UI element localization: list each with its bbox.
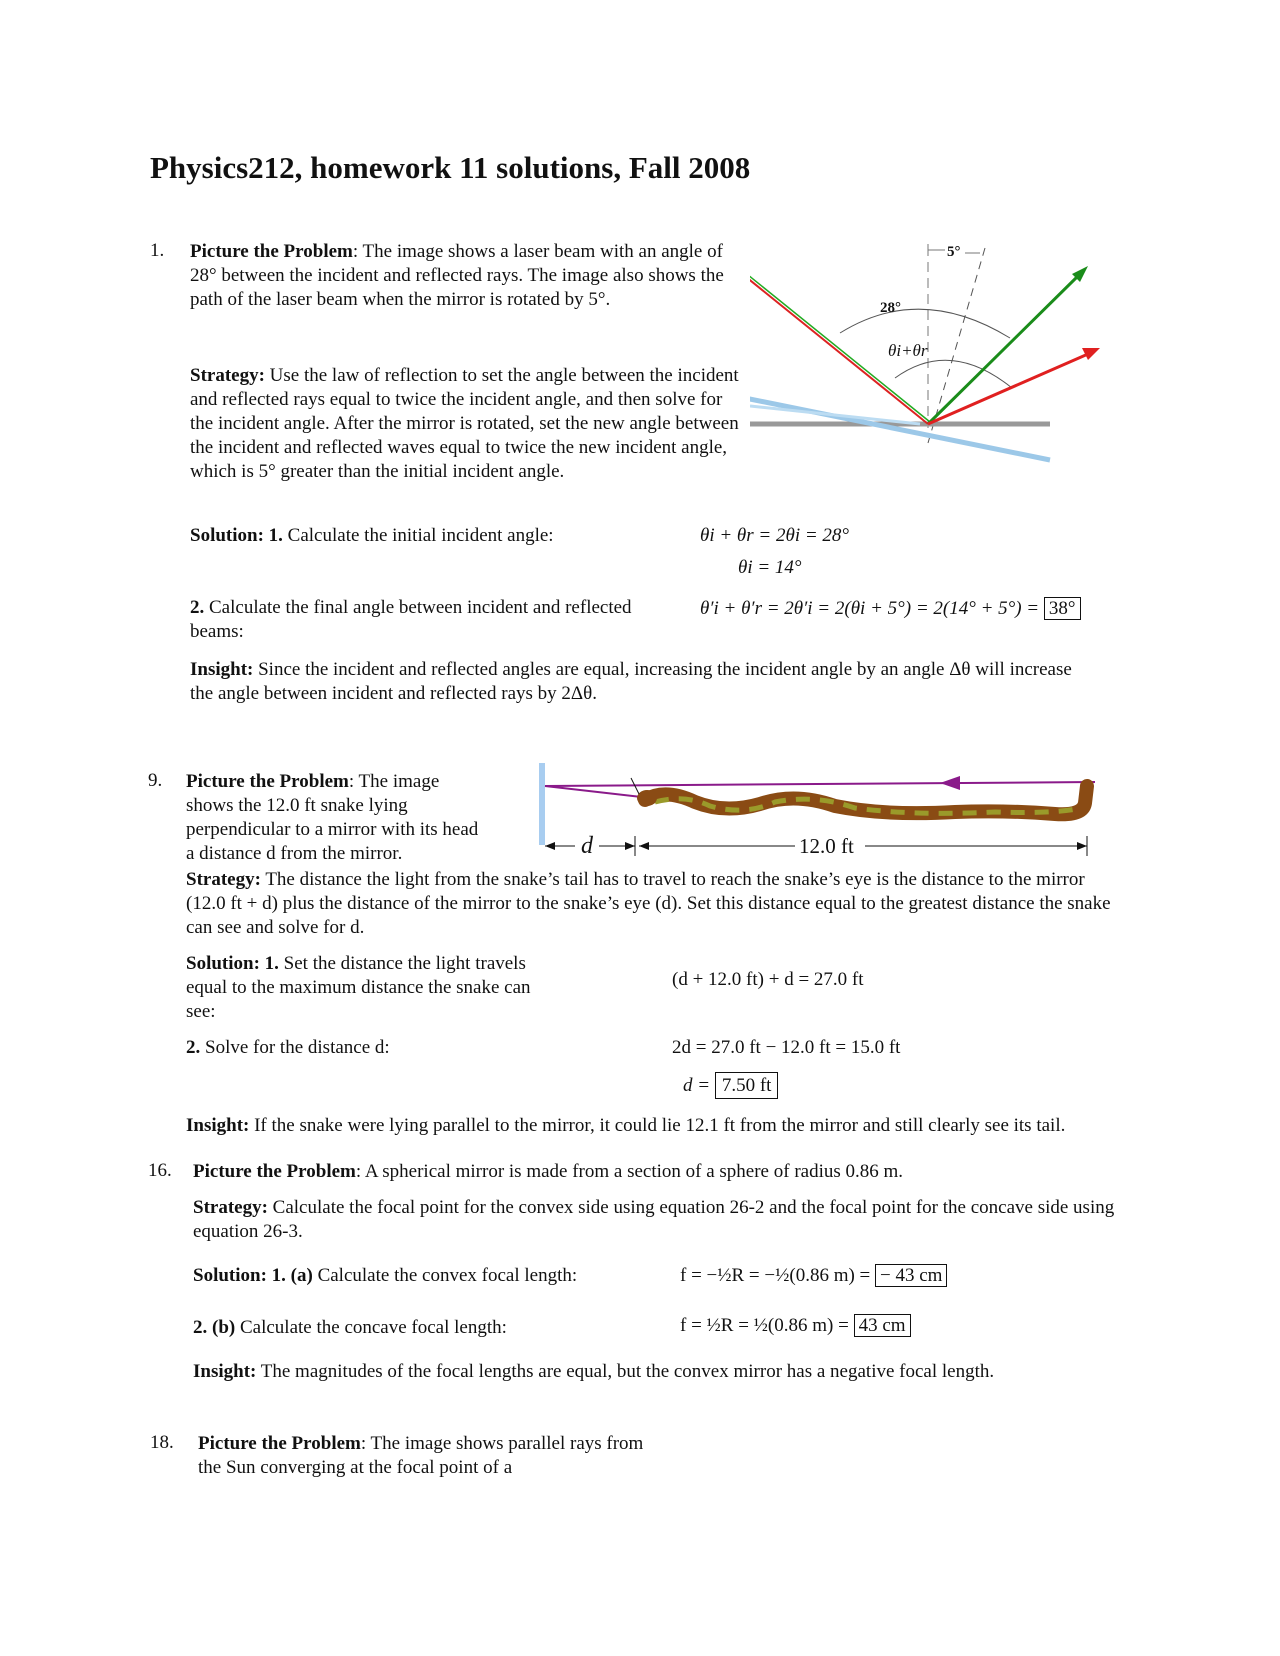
equation-1b: θi = 14° — [738, 557, 802, 578]
picture-label: Picture the Problem — [193, 1161, 356, 1182]
solution-2-text: Calculate the final angle between incident and reflected beams: — [190, 597, 632, 642]
solution-2-num: 2. — [190, 597, 205, 618]
solution-label: Solution: 1. (a) — [193, 1265, 313, 1286]
problem-16-solution-2 — [193, 1316, 507, 1340]
insight-text: The magnitudes of the focal lengths are equal, but the convex mirror has a negative focal length. — [256, 1361, 995, 1382]
insight-label: Insight: — [190, 659, 254, 680]
snake-head — [637, 790, 657, 806]
picture-label: Picture the Problem — [186, 771, 349, 792]
problem-16-insight — [193, 1360, 1153, 1384]
solution-2-num: 2. — [186, 1037, 201, 1058]
problem-9-picture — [186, 770, 486, 866]
problem-16-strategy — [193, 1196, 1153, 1244]
angle-5-label: 5° — [947, 244, 961, 260]
mirror-rotated-edge — [750, 406, 920, 424]
solution-2-text: Calculate the concave focal length: — [235, 1317, 507, 1338]
incident-ray-green — [750, 258, 930, 422]
picture-text: : The image shows the 12.0 ft snake lying perpendicular to a mirror with its head a distance d from the mirror. — [186, 771, 479, 864]
answer-neg-43: − 43 cm — [875, 1264, 947, 1287]
problem-1-solution-2 — [190, 596, 680, 644]
page-title: Physics212, homework 11 solutions, Fall 2008 — [150, 150, 751, 185]
problem-1-strategy — [190, 364, 750, 484]
snake-figure — [535, 758, 1095, 858]
picture-label: Picture the Problem — [190, 241, 353, 262]
insight-label: Insight: — [186, 1115, 250, 1136]
d-arrow-right — [625, 842, 635, 850]
p16-equation-1 — [680, 1264, 947, 1288]
mirror-rotated — [750, 398, 1050, 460]
strategy-label: Strategy: — [193, 1197, 268, 1218]
picture-text: : The image shows parallel rays from the Sun converging at the focal point of a — [198, 1433, 644, 1478]
solution-text: Calculate the convex focal length: — [312, 1265, 578, 1286]
p9-equation-3-lhs: d = — [683, 1075, 711, 1096]
length-label: 12.0 ft — [799, 834, 854, 858]
problem-16-solution-1 — [193, 1264, 577, 1288]
angle-28-arc — [840, 309, 1010, 338]
problem-18-picture — [198, 1432, 648, 1480]
strategy-text: Calculate the focal point for the convex side using equation 26-2 and the focal point for the concave side using equation 26-3. — [193, 1197, 1115, 1242]
theta-arc — [895, 360, 1012, 388]
p16-equation-1-body: f = −½R = −½(0.86 m) = — [680, 1265, 871, 1286]
problem-1-picture — [190, 240, 730, 312]
reflected-ray-green — [928, 276, 1078, 424]
light-ray-lower — [545, 786, 650, 798]
problem-18-number: 18. — [150, 1432, 174, 1453]
reflected-ray-red — [928, 354, 1088, 424]
picture-label: Picture the Problem — [198, 1433, 361, 1454]
angle-28-label: 28° — [880, 300, 901, 316]
problem-16-picture — [193, 1160, 1123, 1184]
solution-label: Solution: 1. — [186, 953, 279, 974]
solution-text: Set the distance the light travels equal to the maximum distance the snake can see: — [186, 953, 531, 1022]
equation-1a: θi + θr = 2θi = 28° — [700, 525, 850, 546]
problem-16-number: 16. — [148, 1160, 172, 1181]
ray-arrowhead — [940, 776, 960, 790]
problem-1-number: 1. — [150, 240, 165, 261]
problem-9-solution-1 — [186, 952, 546, 1024]
length-arrow-right — [1077, 842, 1087, 850]
p16-equation-2-body: f = ½R = ½(0.86 m) = — [680, 1315, 849, 1336]
insight-label: Insight: — [193, 1361, 257, 1382]
equation-2-body: θ′i + θ′r = 2θ′i = 2(θi + 5°) = 2(14° + 5°) = — [700, 598, 1040, 619]
p16-equation-2 — [680, 1314, 911, 1338]
strategy-label: Strategy: — [190, 365, 265, 386]
length-arrow-left — [639, 842, 649, 850]
answer-43: 43 cm — [854, 1314, 911, 1337]
reflection-figure — [750, 238, 1110, 488]
solution-label: Solution: 1. — [190, 525, 283, 546]
insight-text: If the snake were lying parallel to the mirror, it could lie 12.1 ft from the mirror and still clearly see its tail. — [249, 1115, 1066, 1136]
equation-2 — [700, 597, 1081, 621]
solution-2-label: 2. (b) — [193, 1317, 236, 1338]
problem-1-insight — [190, 658, 1090, 706]
insight-text: Since the incident and reflected angles are equal, increasing the incident angle by an angle Δθ will increase the angle between incident and reflected rays by 2Δθ. — [190, 659, 1072, 704]
answer-7-50: 7.50 ft — [715, 1072, 779, 1099]
problem-9-solution-2 — [186, 1036, 390, 1060]
p9-equation-3 — [683, 1074, 778, 1098]
problem-9-strategy — [186, 868, 1116, 940]
solution-text: Calculate the initial incident angle: — [282, 525, 554, 546]
d-label: d — [581, 833, 593, 858]
strategy-text: The distance the light from the snake’s tail has to travel to reach the snake’s eye is the distance to the mirror (12.0 ft + d) plus the distance of the mirror to the snake’s eye (d). Set this distance equal to the greatest distance the snake can see and solve for d. — [186, 869, 1111, 938]
d-arrow-left — [545, 842, 555, 850]
solution-2-text: Solve for the distance d: — [200, 1037, 390, 1058]
problem-9-number: 9. — [148, 770, 163, 791]
light-ray-upper — [545, 782, 1095, 786]
strategy-label: Strategy: — [186, 869, 261, 890]
answer-38: 38° — [1044, 597, 1081, 620]
theta-sum-label: θi+θr — [888, 341, 928, 360]
picture-text: : The image shows a laser beam with an angle of 28° between the incident and reflected rays. The image also shows the path of the laser beam when the mirror is rotated by 5°. — [190, 241, 724, 310]
p9-equation-1: (d + 12.0 ft) + d = 27.0 ft — [672, 969, 864, 990]
strategy-text: Use the law of reflection to set the angle between the incident and reflected rays equal to twice the incident angle, and then solve for the incident angle. After the mirror is rotated, set the new angle between the incident and reflected waves equal to twice the new incident angle, which is 5° greater than the initial incident angle. — [190, 365, 739, 482]
picture-text: : A spherical mirror is made from a section of a sphere of radius 0.86 m. — [355, 1161, 904, 1182]
p9-equation-2: 2d = 27.0 ft − 12.0 ft = 15.0 ft — [672, 1037, 901, 1058]
problem-1-solution-1 — [190, 524, 554, 548]
mirror — [539, 763, 545, 845]
problem-9-insight — [186, 1114, 1116, 1138]
